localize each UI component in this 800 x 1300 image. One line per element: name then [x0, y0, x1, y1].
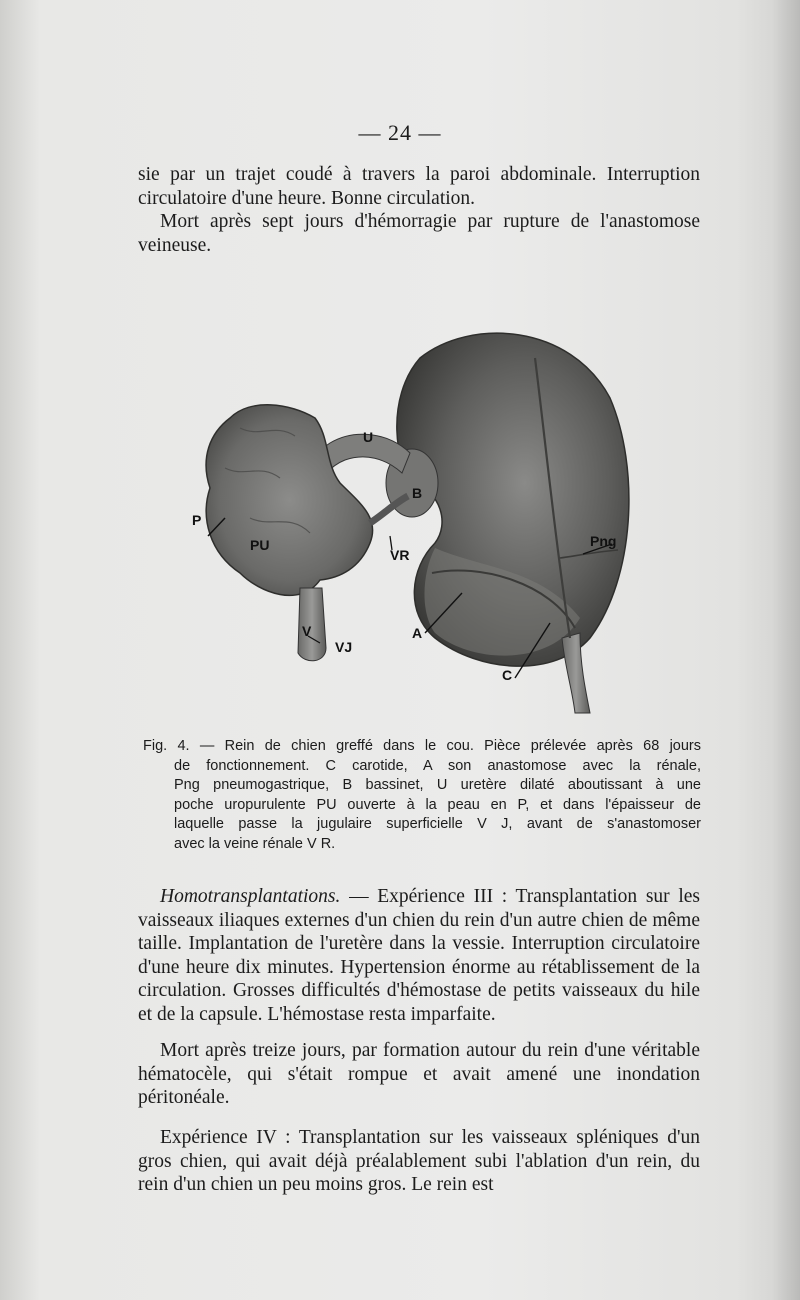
paragraph-5 — [138, 1126, 700, 1197]
figure-label-c: C — [502, 667, 513, 683]
paragraph-1-text: sie par un trajet coudé à travers la paroi abdominale. Interruption circulatoire d'une heure. Bonne circulation. — [138, 164, 700, 209]
section-heading: Homotransplantations. — [160, 886, 341, 907]
caption-line: de fonctionnement. C carotide, A son anastomose avec la rénale, — [174, 757, 701, 774]
caption-line: laquelle passe la jugulaire superficielle V J, avant de s'anastomoser — [174, 816, 701, 832]
paragraph-5-text: Expérience IV : Transplantation sur les vaisseaux spléniques d'un gros chien, qui avait déjà préalablement subi l'ablation d'un rein, du rein d'un chien un peu moins gros. Le rein est — [138, 1127, 700, 1195]
figure-label-b: B — [412, 485, 423, 501]
carotid-vessel-shape — [562, 633, 590, 713]
caption-line: poche uropurulente PU ouverte à la peau en P, et dans l'épaisseur de — [174, 796, 701, 813]
kidney-specimen-illustration — [180, 318, 650, 718]
figure-caption — [143, 737, 701, 854]
figure-label-png: Png — [590, 533, 617, 549]
caption-line: avec la veine rénale V R. — [174, 835, 336, 852]
caption-line: Png pneumogastrique, B bassinet, U uretère dilaté aboutissant à une — [174, 777, 701, 793]
figure-label-pu: PU — [250, 537, 270, 553]
paragraph-4 — [138, 1039, 700, 1110]
paragraph-2-text: Mort après sept jours d'hémorragie par rupture de l'anastomose veineuse. — [138, 211, 700, 256]
figure-label-p: P — [192, 512, 202, 528]
figure-label-u: U — [363, 429, 374, 445]
paragraph-3-text: — Expérience III : Transplantation sur les vaisseaux iliaques externes d'un chien du rein d'un autre chien de même taille. Implantation de l'uretère dans la vessie. Interruption circulatoire d'une heure dix minutes. Hypertension énorme au rétablissement de la circulation. Grosses difficultés d'hémostase de petits vaisseaux du hile et de la capsule. L'hémostase resta imparfaite. — [138, 886, 700, 1025]
caption-line: Fig. 4. — Rein de chien greffé dans le cou. Pièce prélevée après 68 jours — [143, 738, 701, 754]
paragraph-4-text: Mort après treize jours, par formation autour du rein d'une véritable hématocèle, qui s'était rompue et avait amené une inondation péritonéale. — [138, 1040, 700, 1108]
figure-label-vj: VJ — [335, 639, 353, 655]
paragraph-2 — [138, 210, 700, 257]
page-edge-shadow — [772, 0, 800, 1300]
figure-label-vr: VR — [390, 547, 410, 563]
figure-label-a: A — [412, 625, 423, 641]
figure-label-v: V — [302, 623, 312, 639]
kidney-figure — [180, 318, 650, 718]
paragraph-1 — [138, 163, 700, 210]
page-number: — 24 — — [358, 120, 442, 145]
paragraph-3 — [138, 885, 700, 1026]
